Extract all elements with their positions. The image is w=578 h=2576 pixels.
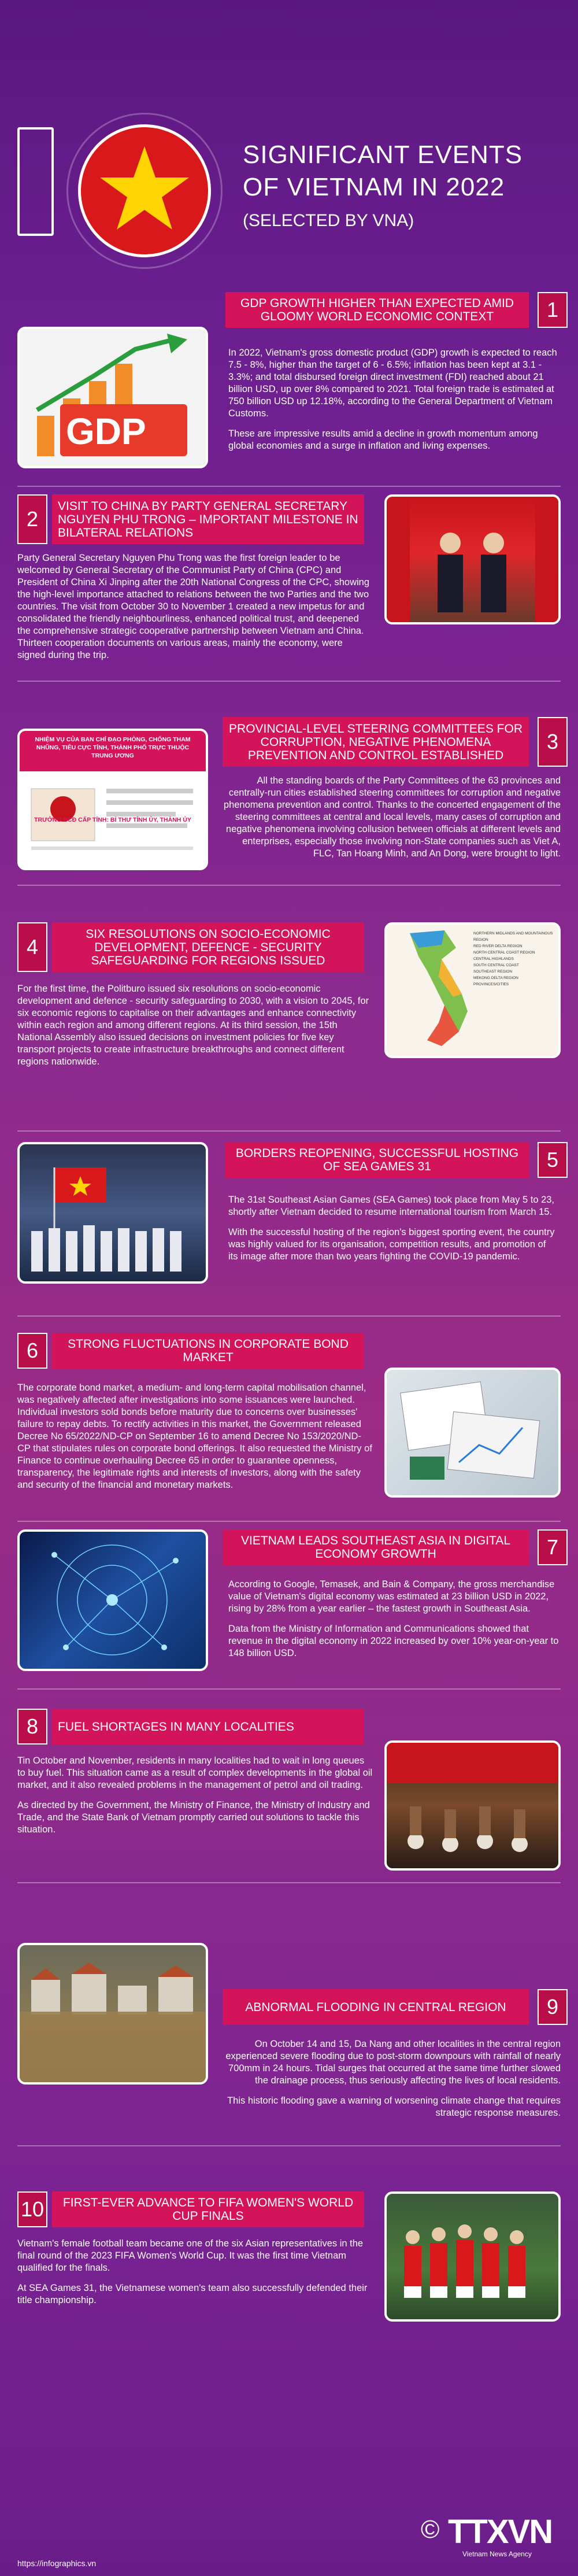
regions-map xyxy=(384,922,561,1058)
flood-icon xyxy=(20,1945,206,2082)
event-title: VISIT TO CHINA BY PARTY GENERAL SECRETARY NGUYEN PHU TRONG – IMPORTANT MILESTONE IN BILATERAL RELATIONS xyxy=(52,494,364,544)
bond-market-photo xyxy=(384,1368,561,1498)
event-title: PROVINCIAL-LEVEL STEERING COMMITTEES FOR CORRUPTION, NEGATIVE PHENOMENA PREVENTION AND CONTROL ESTABLISHED xyxy=(223,717,529,767)
event-body xyxy=(17,552,370,670)
sea-games-photo xyxy=(17,1142,208,1284)
copyright-symbol: © xyxy=(421,2515,440,2544)
football-team-icon xyxy=(387,2194,558,2319)
divider xyxy=(17,486,561,487)
divider xyxy=(17,1882,561,1883)
event-title: GDP GROWTH HIGHER THAN EXPECTED AMID GLOOMY WORLD ECONOMIC CONTEXT xyxy=(225,292,529,328)
event-body xyxy=(225,2038,561,2127)
page-subtitle: (SELECTED BY VNA) xyxy=(243,211,414,230)
paragraph: Data from the Ministry of Information and Communications showed that revenue in the digital economy in 2022 increased by over 10% year-on-year to 148 billion USD. xyxy=(228,1624,559,1658)
title-line-1: SIGNIFICANT EVENTS xyxy=(243,141,523,169)
athletes-icon xyxy=(20,1144,206,1281)
legend-item: PROVINCES/CITIES xyxy=(473,982,509,986)
event-title: STRONG FLUCTUATIONS IN CORPORATE BOND MARKET xyxy=(52,1333,364,1369)
paragraph: According to Google, Temasek, and Bain & Company, the gross merchandise value of Vietnam's digital economy was estimated at 23 billion USD in 2022, rising by 28% from a year earlier – the fastest growth in Southeast Asia. xyxy=(228,1579,555,1614)
event-title: ABNORMAL FLOODING IN CENTRAL REGION xyxy=(223,1989,529,2025)
paragraph: This historic flooding gave a warning of worsening climate change that requires strategic response measures. xyxy=(227,2095,561,2118)
event-body xyxy=(17,983,373,1076)
event-number: 1 xyxy=(538,292,568,328)
paragraph: Tin October and November, residents in many localities had to wait in long queues to buy fuel. This situation came as a result of complex developments in the global oil market, and it also revealed problems in the management of petrol and oil trading. xyxy=(17,1755,373,1790)
event-body xyxy=(17,1382,373,1499)
divider xyxy=(17,681,561,682)
event-title: VIETNAM LEADS SOUTHEAST ASIA IN DIGITAL ECONOMY GROWTH xyxy=(223,1529,529,1565)
title-line-2: OF VIETNAM IN 2022 xyxy=(243,173,505,201)
legend-item: SOUTH CENTRAL COAST xyxy=(473,963,519,967)
event-title: FIRST-EVER ADVANCE TO FIFA WOMEN'S WORLD CUP FINALS xyxy=(52,2191,364,2227)
committee-document-image xyxy=(17,729,208,870)
digital-network-icon xyxy=(20,1532,206,1669)
event-number: 8 xyxy=(17,1709,47,1745)
document-heading: NHIỆM VỤ CỦA BAN CHỈ ĐẠO PHÒNG, CHỐNG THAM NHŨNG, TIÊU CỰC TỈNH, THÀNH PHỐ TRỰC THUỘC TRUNG ƯƠNG xyxy=(20,731,206,771)
womens-football-photo xyxy=(384,2191,561,2322)
divider xyxy=(17,2145,561,2146)
event-body xyxy=(228,347,558,460)
legend-item: RED RIVER DELTA REGION xyxy=(473,944,523,948)
event-body xyxy=(228,1194,558,1271)
paragraph: For the first time, the Politburo issued six resolutions on socio-economic development and defence - security safeguarding to 2030, with a vision to 2045, for six economic regions to capitalise on their advantages and enhance connectivity within each region and among different regions. At its third session, the 15th National Assembly also issued decisions on investment policies for five key transport projects to create infrastructure breakthroughs and connect different regions nationwide. xyxy=(17,984,369,1067)
legend-item: CENTRAL HIGHLANDS xyxy=(473,957,514,961)
divider xyxy=(17,1130,561,1132)
header xyxy=(0,0,578,272)
event-title: SIX RESOLUTIONS ON SOCIO-ECONOMIC DEVELOPMENT, DEFENCE - SECURITY SAFEGUARDING FOR REGIONS ISSUED xyxy=(52,922,364,972)
paragraph: Vietnam's female football team became one of the six Asian representatives in the final round of the 2023 FIFA Women's World Cup. It was the first time Vietnam qualified for the finals. xyxy=(17,2238,364,2273)
paragraph: As directed by the Government, the Ministry of Finance, the Ministry of Industry and Trade, and the State Bank of Vietnam promptly carried out solutions to tackle this situation. xyxy=(17,1800,370,1835)
logo-subtitle: Vietnam News Agency xyxy=(462,2550,532,2558)
divider xyxy=(17,1521,561,1522)
divider xyxy=(17,885,561,886)
footer-url[interactable]: https://infographics.vn xyxy=(17,2559,97,2568)
people-icon xyxy=(387,497,558,622)
event-number: 3 xyxy=(538,717,568,767)
flood-photo xyxy=(17,1943,208,2085)
gdp-image xyxy=(17,327,208,468)
map-legend xyxy=(473,930,557,988)
event-number: 9 xyxy=(538,1989,568,2025)
paragraph: With the successful hosting of the region's biggest sporting event, the country was highly valued for its organisation, competition results, and promotion of its image after more than two years fighting the COVID-19 pandemic. xyxy=(228,1227,555,1262)
motorbikes-icon xyxy=(387,1743,558,1868)
paragraph: These are impressive results amid a decline in growth momentum among global economies and a surge in inflation and living expenses. xyxy=(228,428,538,451)
paragraph: Party General Secretary Nguyen Phu Trong was the first foreign leader to be welcomed by General Secretary of the Communist Party of China (CPC) and President of China Xi Jinping after the 20th National Congress of the CPC, showing the high-level importance attached to relations between the two Parties and the two countries. The visit from October 30 to November 1 created a new impetus for and consolidated the friendly neighbourliness, enhanced political trust, and deepened the comprehensive strategic cooperative partnership between Vietnam and China. Thirteen cooperation documents on various areas, mainly the economy, were signed during the trip. xyxy=(17,553,370,660)
event-title: FUEL SHORTAGES IN MANY LOCALITIES xyxy=(52,1709,364,1745)
paragraph: The corporate bond market, a medium- and long-term capital mobilisation channel, was negatively affected after investigations into some issuances were launched. Individual investors sold bonds before maturity due to concerns over businesses' failure to repay debts. To rectify activities in this market, the Government released Decree No 65/2022/ND-CP on September 16 to amend Decree No 153/2020/ND-CP that stipulates rules on corporate bond offerings. It also requested the Ministry of Finance to continue overhauling Decree 65 in order to guarantee openness, transparency, the legitimate rights and interests of investors, along with the safety and security of the financial and monetary markets. xyxy=(17,1383,372,1490)
legend-item: NORTH CENTRAL COAST REGION xyxy=(473,951,535,955)
document-footer: TRƯỞNG BCĐ CẤP TỈNH: BÍ THƯ TỈNH ỦY, THÀNH ỦY xyxy=(34,816,191,823)
legend-item: MEKONG DELTA REGION xyxy=(473,976,518,980)
digital-economy-image xyxy=(17,1529,208,1671)
legend-item: SOUTHEAST REGION xyxy=(473,970,513,974)
star-icon xyxy=(95,142,194,240)
divider xyxy=(17,1315,561,1317)
paragraph: At SEA Games 31, the Vietnamese women's team also successfully defended their title championship. xyxy=(17,2283,368,2305)
gdp-label: GDP xyxy=(66,411,146,452)
event-number: 5 xyxy=(538,1142,568,1178)
page-title xyxy=(243,139,523,204)
event-body xyxy=(17,2238,373,2315)
fuel-queue-photo xyxy=(384,1740,561,1871)
divider xyxy=(17,1688,561,1690)
paragraph: The 31st Southeast Asian Games (SEA Games) took place from May 5 to 23, shortly after Vietnam decided to resume international tourism from March 15. xyxy=(228,1195,555,1217)
event-number: 6 xyxy=(17,1333,47,1369)
legend-item: NORTHERN MIDLANDS AND MOUNTAINOUS REGION xyxy=(473,932,553,942)
event-body xyxy=(228,1579,561,1668)
event-number: 4 xyxy=(17,922,47,972)
event-number: 10 xyxy=(17,2191,47,2227)
big-number-one xyxy=(17,127,54,236)
event-number: 7 xyxy=(538,1529,568,1565)
leaders-photo xyxy=(384,494,561,624)
paragraph: In 2022, Vietnam's gross domestic product (GDP) growth is expected to reach 7.5 - 8%, higher than the target of 6 - 6.5%; inflation has been kept at 3.1 - 3.3%; and total disbursed foreign direct investment (FDI) reached about 21 billion USD, up over 8% compared to 2021. Total foreign trade is estimated at 750 billion USD up 12.18%, according to the General Department of Vietnam Customs. xyxy=(228,348,557,419)
ttxvn-logo: TTXVN xyxy=(448,2513,553,2551)
documents-icon xyxy=(387,1370,558,1495)
event-body xyxy=(17,1755,373,1844)
vietnam-flag-icon xyxy=(78,124,211,257)
paragraph: All the standing boards of the Party Committees of the 63 provinces and centrally-run cities established steering committees for corruption and negative phenomena prevention and control. Thanks to the concerted engagement of the steering committees at central and local levels, many cases of corruption and negative phenomena involving collusion between officials at different levels and enterprises, especially those involving non-State companies such as Viet A, FLC, Tan Hoang Minh, and An Dong, were brought to light. xyxy=(223,775,561,859)
paragraph: On October 14 and 15, Da Nang and other localities in the central region experienced severe flooding due to post-storm downpours with rainfall of nearly 700mm in 24 hours. Tidal surges that occurred at the same time further slowed the drainage process, thus seriously affecting the lives of local residents. xyxy=(225,2039,561,2086)
event-number: 2 xyxy=(17,494,47,544)
event-body xyxy=(223,775,561,868)
event-title: BORDERS REOPENING, SUCCESSFUL HOSTING OF SEA GAMES 31 xyxy=(225,1142,529,1178)
